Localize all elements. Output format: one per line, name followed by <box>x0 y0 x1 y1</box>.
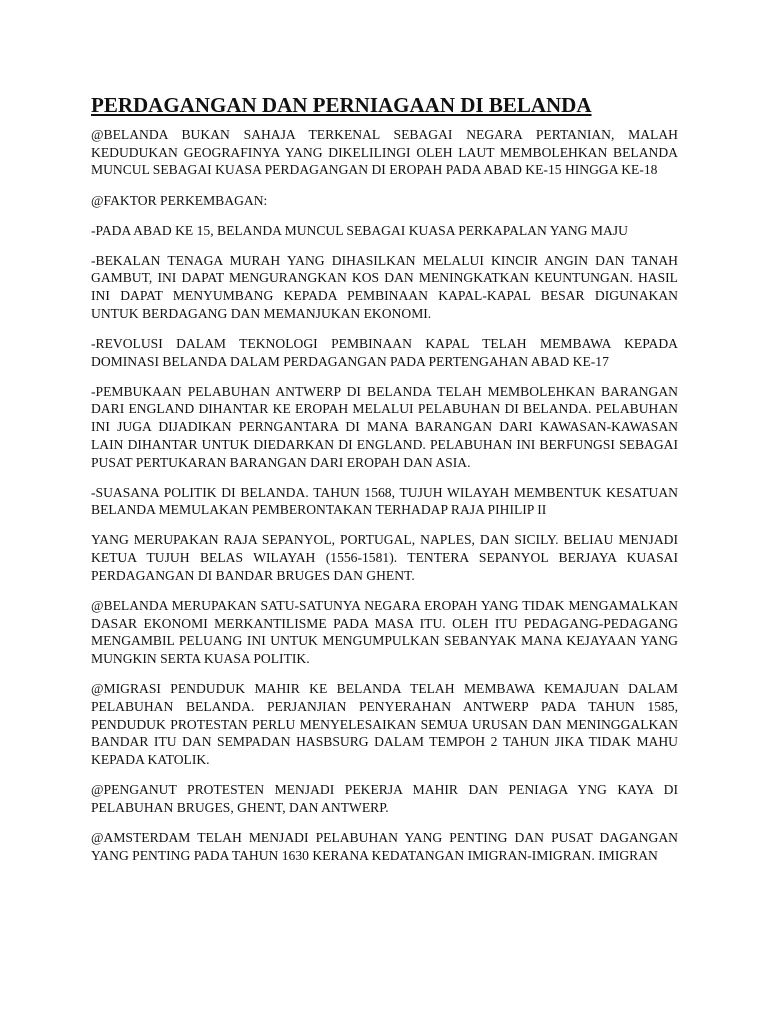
paragraph-amsterdam: @AMSTERDAM TELAH MENJADI PELABUHAN YANG PENTING DAN PUSAT DAGANGAN YANG PENTING PADA TAHUN 1630 KERANA KEDATANGAN IMIGRAN-IMIGRAN. IMIGRAN <box>91 829 678 863</box>
document-title: PERDAGANGAN DAN PERNIAGAAN DI BELANDA <box>91 93 592 117</box>
paragraph-cheap-energy: -BEKALAN TENAGA MURAH YANG DIHASILKAN MELALUI KINCIR ANGIN DAN TANAH GAMBUT, INI DAPAT MENGURANGKAN KOS DAN MENINGKATKAN KEUNTUNGAN. HASIL INI DAPAT MENYUMBANG KEPADA PEMBINAAN KAPAL-KAPAL BESAR DIGUNAKAN UNTUK BERDAGANG DAN MEMANJUKAN EKONOMI. <box>91 252 678 321</box>
paragraph-shipping-power: -PADA ABAD KE 15, BELANDA MUNCUL SEBAGAI KUASA PERKAPALAN YANG MAJU <box>91 222 628 238</box>
paragraph-protestants: @PENGANUT PROTESTEN MENJADI PEKERJA MAHIR DAN PENIAGA YNG KAYA DI PELABUHAN BRUGES, GHENT, DAN ANTWERP. <box>91 782 678 815</box>
paragraph-mercantilism: @BELANDA MERUPAKAN SATU-SATUNYA NEGARA EROPAH YANG TIDAK MENGAMALKAN DASAR EKONOMI MERKANTILISME PADA MASA ITU. OLEH ITU PEDAGANG-PEDAGANG MENGAMBIL PELUANG INI UNTUK MENGUMPULKAN SEBANYAK MANA KEJAYAAN YANG MUNGKIN SERTA KUASA POLITIK. <box>91 597 678 666</box>
paragraph-political-situation: -SUASANA POLITIK DI BELANDA. TAHUN 1568, TUJUH WILAYAH MEMBENTUK KESATUAN BELANDA MEMULAKAN PEMBERONTAKAN TERHADAP RAJA PIHILIP II <box>91 484 678 518</box>
document-page <box>91 0 678 864</box>
paragraph-migration: @MIGRASI PENDUDUK MAHIR KE BELANDA TELAH MEMBAWA KEMAJUAN DALAM PELABUHAN BELANDA. PERJANJIAN PENYERAHAN ANTWERP PADA TAHUN 1585, PENDUDUK PROTESTAN PERLU MENYELESAIKAN SEMUA URUSAN DAN MENINGGALKAN BANDAR ITU DAN SEMPADAN HASBSURG DALAM TEMPOH 2 TAHUN JIKA TIDAK MAHU KEPADA KATOLIK. <box>91 681 678 767</box>
paragraph-spanish-king: YANG MERUPAKAN RAJA SEPANYOL, PORTUGAL, NAPLES, DAN SICILY. BELIAU MENJADI KETUA TUJUH BELAS WILAYAH (1556-1581). TENTERA SEPANYOL BERJAYA KUASAI PERDAGANGAN DI BANDAR BRUGES DAN GHENT. <box>91 532 678 583</box>
paragraph-intro: @BELANDA BUKAN SAHAJA TERKENAL SEBAGAI NEGARA PERTANIAN, MALAH KEDUDUKAN GEOGRAFINYA YANG DIKELILINGI OLEH LAUT MEMBOLEHKAN BELANDA MUNCUL SEBAGAI KUASA PERDAGANGAN DI EROPAH PADA ABAD KE-15 HINGGA KE-18 <box>91 127 678 178</box>
paragraph-shipbuilding-revolution: -REVOLUSI DALAM TEKNOLOGI PEMBINAAN KAPAL TELAH MEMBAWA KEPADA DOMINASI BELANDA DALAM PERDAGANGAN PADA PERTENGAHAN ABAD KE-17 <box>91 335 678 369</box>
paragraph-factor-heading: @FAKTOR PERKEMBAGAN: <box>91 192 268 208</box>
paragraph-antwerp-port: -PEMBUKAAN PELABUHAN ANTWERP DI BELANDA TELAH MEMBOLEHKAN BARANGAN DARI ENGLAND DIHANTAR KE EROPAH MELALUI PELABUHAN DI BELANDA. PELABUHAN INI JUGA DIJADIKAN PERNGANTARA DI MANA BARANGAN DARI KAWASAN-KAWASAN LAIN DIHANTAR UNTUK DIEDARKAN DI ENGLAND. PELABUHAN INI BERFUNGSI SEBAGAI PUSAT PERTUKARAN BARANGAN DARI EROPAH DAN ASIA. <box>91 383 678 470</box>
